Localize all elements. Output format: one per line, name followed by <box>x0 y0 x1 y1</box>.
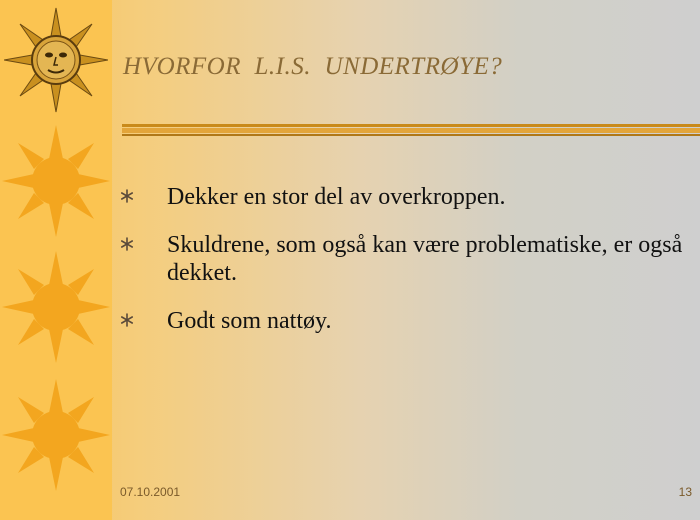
asterisk-star-icon <box>120 237 134 251</box>
page-number: 13 <box>678 485 692 499</box>
decorative-sun-icon <box>2 250 110 364</box>
bullet-text: Skuldrene, som også kan være problematiske, er også dekket. <box>167 232 683 286</box>
bullet-item <box>118 183 688 211</box>
title-divider-rule <box>122 124 700 138</box>
decorative-sun-icon <box>2 124 110 238</box>
slide-title: HVORFOR L.I.S. UNDERTRØYE? <box>123 53 503 80</box>
footer-date: 07.10.2001 <box>120 485 181 499</box>
asterisk-star-icon <box>120 189 134 203</box>
decorative-sun-icon <box>2 378 110 492</box>
bullet-text: Dekker en stor del av overkroppen. <box>167 184 506 210</box>
bullet-text: Godt som nattøy. <box>167 308 332 334</box>
bullet-list <box>118 183 688 355</box>
bullet-item <box>118 307 688 335</box>
sun-face-logo <box>4 6 108 114</box>
bullet-item <box>118 231 688 287</box>
asterisk-star-icon <box>120 313 134 327</box>
